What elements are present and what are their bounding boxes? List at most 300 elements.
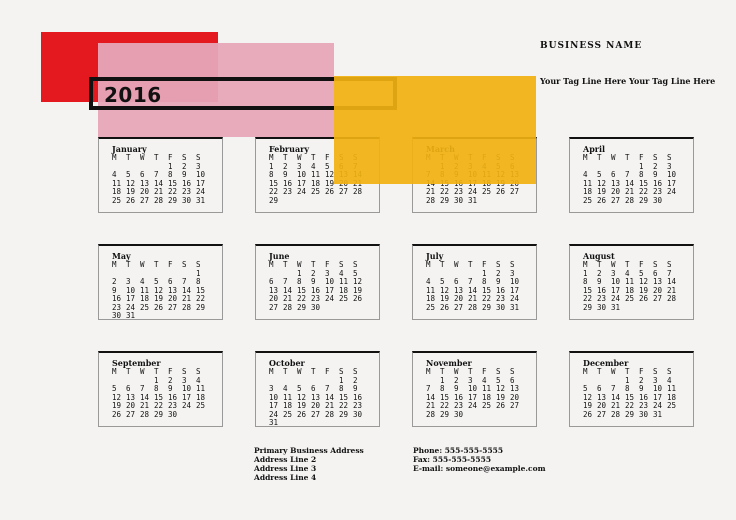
day-cell: 3 — [653, 375, 658, 385]
day-cell: 17 — [297, 178, 307, 188]
day-cell: 15 — [196, 285, 206, 295]
day-cell: 20 — [454, 294, 464, 303]
day-cell: 20 — [140, 187, 150, 196]
day-cell: 16 — [168, 392, 178, 402]
month-name: November — [426, 358, 472, 368]
day-cell: 17 — [468, 392, 478, 402]
day-cell: 11 — [140, 285, 150, 295]
day-cell — [182, 411, 196, 420]
month-august — [569, 244, 694, 320]
day-cell: 30 — [311, 302, 321, 312]
day-cell: 20 — [311, 401, 321, 410]
day-cell: 25 — [140, 302, 150, 312]
day-cell — [339, 304, 353, 313]
day-cell: 27 — [311, 409, 321, 419]
day-cell: 14 — [625, 178, 635, 188]
day-cell: 18 — [112, 187, 122, 196]
day-cell: 29 — [154, 409, 164, 419]
day-cell: 2 — [496, 268, 501, 278]
day-cell: 21 — [140, 401, 150, 410]
day-cell: 11 — [311, 170, 321, 179]
day-cell: 1 — [440, 375, 445, 385]
weekday-label: S — [353, 260, 358, 269]
day-cell: 27 — [653, 294, 663, 303]
day-cell: 6 — [597, 384, 602, 393]
day-cell: 28 — [611, 409, 621, 419]
day-cell: 7 — [182, 277, 187, 286]
day-cell: 12 — [126, 178, 136, 188]
day-cell: 12 — [154, 285, 164, 295]
day-cell: 13 — [269, 285, 279, 295]
day-cell: 9 — [653, 170, 658, 179]
day-cell: 14 — [611, 392, 621, 402]
day-cell: 26 — [353, 294, 363, 303]
day-cell: 22 — [297, 294, 307, 303]
day-cell: 23 — [653, 187, 663, 196]
day-cell: 14 — [283, 285, 293, 295]
day-cell: 13 — [126, 392, 136, 402]
day-cell: 17 — [196, 178, 206, 188]
weekday-label: M — [583, 260, 588, 269]
day-cell: 9 — [112, 285, 117, 295]
weekday-label: M — [426, 367, 431, 376]
day-cell: 13 — [611, 178, 621, 188]
day-cell: 21 — [154, 187, 164, 196]
day-cell: 23 — [454, 401, 464, 410]
day-cell: 17 — [510, 285, 520, 295]
day-cell: 19 — [112, 401, 122, 410]
day-cell: 10 — [297, 170, 307, 179]
day-cell — [297, 419, 311, 428]
day-cell — [311, 419, 325, 428]
weekday-label: S — [667, 367, 672, 376]
day-cell: 3 — [126, 277, 131, 286]
day-cell — [353, 197, 367, 206]
day-cell — [339, 197, 353, 206]
day-cell: 29 — [168, 195, 178, 205]
weekday-label: T — [597, 367, 602, 376]
day-cell: 20 — [597, 401, 607, 410]
day-cell: 28 — [283, 302, 293, 312]
weekday-label: W — [297, 367, 302, 376]
day-cell: 2 — [311, 268, 316, 278]
month-name: January — [112, 144, 147, 154]
day-cell: 24 — [667, 187, 677, 196]
day-cell: 23 — [311, 294, 321, 303]
weekday-label: T — [283, 260, 288, 269]
day-cell: 13 — [140, 178, 150, 188]
weekday-label: T — [311, 260, 316, 269]
month-november — [412, 351, 537, 427]
weekday-label: F — [325, 153, 330, 162]
day-cell — [667, 197, 681, 206]
day-cell — [510, 411, 524, 420]
weekday-label: F — [482, 260, 487, 269]
weekday-label: M — [269, 260, 274, 269]
day-cell: 22 — [154, 401, 164, 410]
day-cell: 25 — [482, 401, 492, 410]
day-cell: 24 — [196, 187, 206, 196]
day-cell: 12 — [583, 392, 593, 402]
day-cell: 17 — [653, 392, 663, 402]
weekday-label: M — [583, 367, 588, 376]
day-cell: 18 — [283, 401, 293, 410]
day-cell: 14 — [426, 392, 436, 402]
day-cell: 17 — [667, 178, 677, 188]
day-cell: 1 — [196, 268, 201, 278]
month-name: September — [112, 358, 161, 368]
day-cell: 8 — [154, 384, 159, 393]
day-cell: 22 — [196, 294, 206, 303]
day-cell: 30 — [454, 195, 464, 205]
day-cell: 22 — [583, 294, 593, 303]
weekday-label: W — [611, 367, 616, 376]
day-cell: 29 — [297, 302, 307, 312]
month-september — [98, 351, 223, 427]
day-cell: 1 — [639, 161, 644, 171]
day-grid — [112, 154, 222, 205]
weekday-label: T — [468, 367, 473, 376]
day-cell: 7 — [325, 384, 330, 393]
day-cell: 16 — [112, 294, 122, 303]
weekday-label: F — [639, 260, 644, 269]
weekday-label: S — [510, 367, 515, 376]
address-line-4: Address Line 4 — [254, 473, 317, 482]
day-cell: 14 — [468, 285, 478, 295]
day-cell: 13 — [168, 285, 178, 295]
month-name: October — [269, 358, 305, 368]
day-cell: 6 — [510, 375, 515, 385]
weekday-label: S — [667, 260, 672, 269]
day-cell: 20 — [653, 285, 663, 295]
day-cell: 29 — [482, 302, 492, 312]
day-cell: 13 — [454, 285, 464, 295]
weekday-label: T — [440, 260, 445, 269]
day-cell: 10 — [126, 285, 136, 295]
day-cell: 22 — [168, 187, 178, 196]
day-cell — [353, 419, 367, 428]
day-cell: 20 — [611, 187, 621, 196]
day-cell — [311, 197, 325, 206]
day-cell: 25 — [112, 195, 122, 205]
day-cell: 17 — [269, 401, 279, 410]
day-cell — [482, 411, 496, 420]
day-cell: 8 — [440, 384, 445, 393]
day-cell — [339, 419, 353, 428]
day-cell: 16 — [353, 392, 363, 402]
day-cell: 6 — [653, 268, 658, 278]
day-cell: 15 — [625, 392, 635, 402]
day-cell: 7 — [611, 384, 616, 393]
day-cell: 6 — [140, 170, 145, 179]
day-cell: 27 — [168, 302, 178, 312]
month-december — [569, 351, 694, 427]
day-cell: 18 — [196, 392, 206, 402]
day-cell: 11 — [112, 178, 122, 188]
weekday-label: F — [168, 367, 173, 376]
day-cell: 17 — [325, 285, 335, 295]
day-cell: 10 — [468, 384, 478, 393]
day-cell: 22 — [440, 187, 450, 196]
weekday-label: T — [154, 260, 159, 269]
day-cell: 20 — [126, 401, 136, 410]
day-cell: 27 — [339, 187, 349, 196]
day-cell: 29 — [440, 195, 450, 205]
day-cell: 11 — [283, 392, 293, 402]
weekday-label: T — [283, 153, 288, 162]
day-cell — [196, 411, 210, 420]
day-cell: 16 — [283, 178, 293, 188]
day-cell: 7 — [667, 268, 672, 278]
day-cell: 19 — [154, 294, 164, 303]
day-cell: 23 — [353, 401, 363, 410]
day-cell: 13 — [653, 277, 663, 286]
day-cell: 4 — [196, 375, 201, 385]
day-cell: 28 — [625, 195, 635, 205]
day-cell: 18 — [140, 294, 150, 303]
day-cell: 6 — [126, 384, 131, 393]
day-cell: 19 — [597, 187, 607, 196]
day-cell: 25 — [311, 187, 321, 196]
weekday-label: S — [182, 367, 187, 376]
day-cell: 29 — [269, 195, 279, 205]
day-cell: 30 — [454, 409, 464, 419]
weekday-label: S — [182, 260, 187, 269]
day-cell: 3 — [611, 268, 616, 278]
day-cell: 4 — [311, 161, 316, 171]
weekday-label: S — [496, 260, 501, 269]
day-grid — [583, 261, 693, 312]
weekday-label: T — [126, 153, 131, 162]
day-cell — [653, 304, 667, 313]
day-cell: 11 — [482, 384, 492, 393]
day-cell: 2 — [283, 161, 288, 171]
day-cell: 10 — [182, 384, 192, 393]
day-cell: 21 — [468, 294, 478, 303]
day-cell: 31 — [196, 195, 206, 205]
day-cell: 14 — [154, 178, 164, 188]
day-cell: 8 — [625, 384, 630, 393]
day-cell: 19 — [325, 178, 335, 188]
contact-block — [413, 446, 546, 473]
weekday-label: F — [168, 260, 173, 269]
weekday-label: S — [196, 260, 201, 269]
day-cell: 11 — [667, 384, 677, 393]
day-cell: 10 — [611, 277, 621, 286]
weekday-label: F — [639, 367, 644, 376]
day-cell: 26 — [597, 195, 607, 205]
month-may — [98, 244, 223, 320]
day-cell: 29 — [339, 409, 349, 419]
day-cell: 21 — [426, 401, 436, 410]
day-cell: 21 — [625, 187, 635, 196]
day-cell: 25 — [625, 294, 635, 303]
day-cell — [182, 312, 196, 321]
day-cell: 1 — [154, 375, 159, 385]
day-cell: 11 — [339, 277, 349, 286]
day-cell: 5 — [496, 375, 501, 385]
day-cell: 31 — [653, 409, 663, 419]
day-cell: 24 — [653, 401, 663, 410]
day-cell: 24 — [126, 302, 136, 312]
day-cell: 2 — [168, 375, 173, 385]
day-cell: 20 — [269, 294, 279, 303]
day-cell: 10 — [653, 384, 663, 393]
day-cell: 4 — [667, 375, 672, 385]
day-cell — [154, 312, 168, 321]
day-cell: 1 — [482, 268, 487, 278]
day-cell — [325, 197, 339, 206]
day-cell: 3 — [325, 268, 330, 278]
weekday-label: T — [311, 153, 316, 162]
day-cell: 19 — [353, 285, 363, 295]
month-june — [255, 244, 380, 320]
year-title: 2016 — [104, 83, 162, 107]
day-cell: 10 — [325, 277, 335, 286]
day-cell: 14 — [140, 392, 150, 402]
day-cell: 18 — [625, 285, 635, 295]
day-cell: 3 — [667, 161, 672, 171]
weekday-label: M — [269, 153, 274, 162]
day-cell: 12 — [496, 384, 506, 393]
day-cell: 26 — [112, 409, 122, 419]
day-cell: 11 — [426, 285, 436, 295]
day-cell — [196, 312, 210, 321]
day-cell: 30 — [168, 409, 178, 419]
day-cell: 5 — [597, 170, 602, 179]
day-cell: 27 — [140, 195, 150, 205]
day-cell: 19 — [639, 285, 649, 295]
day-cell: 28 — [667, 294, 677, 303]
day-grid — [426, 368, 536, 419]
day-cell: 15 — [168, 178, 178, 188]
day-cell: 2 — [597, 268, 602, 278]
weekday-label: F — [325, 367, 330, 376]
day-cell: 3 — [468, 375, 473, 385]
day-cell: 9 — [496, 277, 501, 286]
day-cell: 28 — [426, 195, 436, 205]
day-cell: 8 — [196, 277, 201, 286]
day-cell: 26 — [126, 195, 136, 205]
day-cell: 22 — [639, 187, 649, 196]
weekday-label: T — [468, 260, 473, 269]
day-cell: 29 — [196, 302, 206, 312]
day-cell: 28 — [426, 409, 436, 419]
weekday-label: F — [325, 260, 330, 269]
day-cell: 4 — [625, 268, 630, 278]
day-cell: 17 — [126, 294, 136, 303]
day-cell — [353, 304, 367, 313]
day-cell: 5 — [154, 277, 159, 286]
day-cell: 20 — [168, 294, 178, 303]
weekday-label: T — [154, 367, 159, 376]
day-cell: 11 — [625, 277, 635, 286]
weekday-label: W — [611, 260, 616, 269]
weekday-label: S — [510, 260, 515, 269]
day-cell: 23 — [168, 401, 178, 410]
weekday-label: S — [196, 153, 201, 162]
day-cell: 4 — [583, 170, 588, 179]
day-cell: 1 — [625, 375, 630, 385]
month-april — [569, 137, 694, 213]
day-cell: 16 — [182, 178, 192, 188]
day-cell: 2 — [112, 277, 117, 286]
day-cell: 9 — [353, 384, 358, 393]
day-cell: 14 — [325, 392, 335, 402]
weekday-label: T — [625, 367, 630, 376]
day-cell: 1 — [297, 268, 302, 278]
day-cell: 24 — [468, 401, 478, 410]
day-cell: 30 — [597, 302, 607, 312]
day-cell: 3 — [297, 161, 302, 171]
day-cell: 26 — [297, 409, 307, 419]
day-cell — [510, 197, 524, 206]
weekday-label: T — [311, 367, 316, 376]
day-cell: 27 — [269, 302, 279, 312]
day-cell: 28 — [182, 302, 192, 312]
weekday-label: T — [625, 260, 630, 269]
day-cell: 2 — [353, 375, 358, 385]
month-name: April — [583, 144, 606, 154]
month-name: December — [583, 358, 629, 368]
email-text: E-mail: someone@example.com — [413, 464, 546, 473]
day-cell — [140, 312, 154, 321]
weekday-label: S — [496, 367, 501, 376]
day-cell — [297, 197, 311, 206]
day-cell: 14 — [667, 277, 677, 286]
day-cell: 22 — [269, 187, 279, 196]
day-grid — [269, 261, 379, 312]
day-cell: 8 — [639, 170, 644, 179]
day-cell: 6 — [168, 277, 173, 286]
day-cell: 7 — [140, 384, 145, 393]
day-cell — [667, 304, 681, 313]
day-cell: 19 — [297, 401, 307, 410]
tagline: Your Tag Line Here Your Tag Line Here — [540, 76, 716, 86]
day-cell: 10 — [510, 277, 520, 286]
day-cell: 25 — [339, 294, 349, 303]
weekday-label: M — [583, 153, 588, 162]
day-cell: 15 — [154, 392, 164, 402]
day-cell: 25 — [283, 409, 293, 419]
weekday-label: W — [611, 153, 616, 162]
day-cell: 28 — [140, 409, 150, 419]
day-cell: 13 — [597, 392, 607, 402]
day-cell: 2 — [653, 161, 658, 171]
day-cell: 12 — [440, 285, 450, 295]
month-july — [412, 244, 537, 320]
day-cell — [639, 304, 653, 313]
day-cell: 31 — [126, 311, 136, 320]
weekday-label: S — [339, 367, 344, 376]
day-cell: 13 — [510, 384, 520, 393]
weekday-label: W — [454, 260, 459, 269]
day-cell: 27 — [510, 401, 520, 410]
day-cell: 8 — [168, 170, 173, 179]
address-line-2: Address Line 2 — [254, 455, 317, 464]
day-cell: 1 — [339, 375, 344, 385]
day-cell: 27 — [126, 409, 136, 419]
day-cell: 30 — [112, 311, 122, 320]
weekday-label: S — [182, 153, 187, 162]
weekday-label: W — [140, 260, 145, 269]
day-cell — [325, 304, 339, 313]
day-cell: 12 — [325, 170, 335, 179]
day-cell: 25 — [426, 302, 436, 312]
day-cell: 22 — [625, 401, 635, 410]
day-cell: 1 — [583, 268, 588, 278]
day-cell: 3 — [196, 161, 201, 171]
